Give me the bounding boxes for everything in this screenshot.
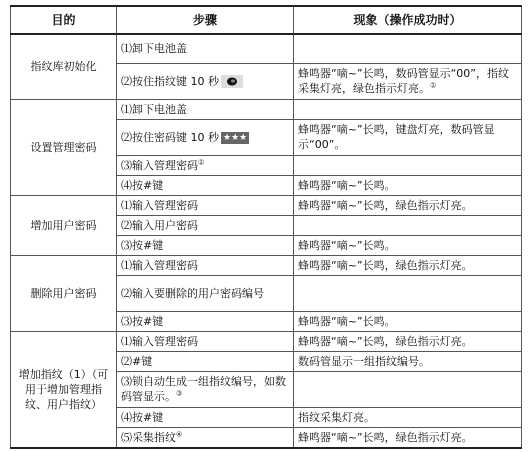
phenomenon-cell [294,215,522,235]
phenomenon-cell: 数码管显示一组指纹编号。 [294,351,522,371]
phenomenon-cell [294,155,522,175]
phenomenon-cell [294,63,522,99]
header-steps: 步骤 [117,6,294,34]
phenomenon-cell [294,275,522,311]
step-text: ⑶输入管理密码 [121,158,198,172]
fingerprint-key-icon [221,75,243,88]
footnote-mark: ② [198,157,205,166]
phenomenon-cell: 蜂鸣器“嘀~”长鸣，键盘灯亮，数码管显示“00”。 [294,119,522,155]
step-cell: ⑶按#键 [117,235,294,255]
step-text: ⑶锁自动生成一组指纹编号，如数码管显示。 [121,375,286,403]
purpose-cell: 增加指纹（1）（可用于增加管理指纹、用户指纹） [11,331,117,448]
footnote-mark: ④ [176,429,183,438]
purpose-cell: 指纹库初始化 [11,34,117,99]
step-cell [117,155,294,175]
phenomenon-cell [294,371,522,407]
step-cell: ⑴输入管理密码 [117,255,294,275]
purpose-cell: 增加用户密码 [11,195,117,255]
phenomenon-cell: 蜂鸣器“嘀~”长鸣。 [294,235,522,255]
phenomenon-cell: 蜂鸣器“嘀~”长鸣，绿色指示灯亮。 [294,331,522,351]
phenomenon-cell: 蜂鸣器“嘀~”长鸣。 [294,175,522,195]
step-cell [117,427,294,448]
step-cell: ⑵输入要删除的用户密码编号 [117,275,294,311]
password-key-icon: ★★★ [223,132,248,143]
footnote-mark: ③ [176,389,183,398]
phenomenon-cell: 指纹采集灯亮。 [294,407,522,427]
step-cell: ⑴输入管理密码 [117,195,294,215]
step-cell: ⑷按#键 [117,407,294,427]
step-cell: ⑴卸下电池盖 [117,99,294,119]
step-cell: ⑴卸下电池盖 [117,34,294,63]
step-cell: ⑵#键 [117,351,294,371]
step-cell: ⑴输入管理密码 [117,331,294,351]
step-cell: ⑷按#键 [117,175,294,195]
phenomenon-cell: 蜂鸣器“嘀~”长鸣。 [294,311,522,331]
step-text: ⑵按住密码键 10 秒 [121,130,219,144]
phenomenon-cell [294,99,522,119]
phenomenon-text: 蜂鸣器“嘀~”长鸣，数码管显示“00”，指纹采集灯亮，绿色指示灯亮。 [298,67,510,95]
step-text: ⑸采集指纹 [121,430,176,444]
phenomenon-cell: 蜂鸣器“嘀~”长鸣，绿色指示灯亮。 [294,427,522,448]
step-cell [117,371,294,407]
operation-table [10,5,522,449]
step-cell: ⑶按#键 [117,311,294,331]
step-cell: ⑵输入用户密码 [117,215,294,235]
header-purpose: 目的 [11,6,117,34]
phenomenon-cell: 蜂鸣器“嘀~”长鸣，绿色指示灯亮。 [294,255,522,275]
step-cell [117,119,294,155]
purpose-cell: 删除用户密码 [11,255,117,331]
step-text: ⑵按住指纹键 10 秒 [121,74,219,88]
step-cell [117,63,294,99]
purpose-cell: 设置管理密码 [11,99,117,195]
header-phenomenon: 现象（操作成功时） [294,6,522,34]
footnote-mark: ① [430,81,437,90]
phenomenon-cell: 蜂鸣器“嘀~”长鸣，绿色指示灯亮。 [294,195,522,215]
phenomenon-cell [294,34,522,63]
